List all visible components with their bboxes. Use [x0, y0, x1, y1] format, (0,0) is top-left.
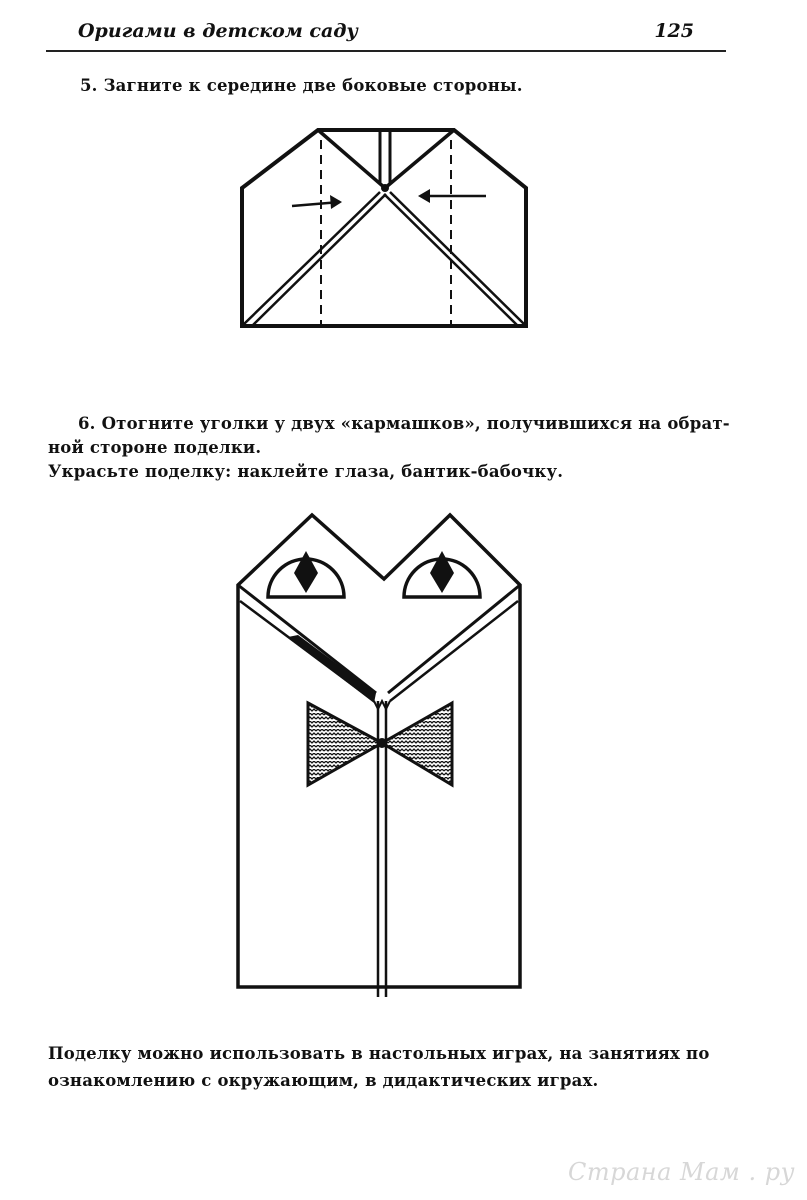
- book-title: Оригами в детском саду: [78, 20, 358, 42]
- eye-left-icon: [268, 551, 344, 597]
- eye-right-icon: [404, 551, 480, 597]
- page-number: 125: [654, 20, 694, 42]
- step-5-center-strip: [380, 130, 390, 184]
- step-6-text-line-3: Украсьте поделку: наклейте глаза, бантик-бабочку.: [48, 462, 564, 481]
- arrow-right-icon: [330, 195, 342, 209]
- step-5-diagonal-left: [244, 192, 386, 326]
- step-6-text-line-1: 6. Отогните уголки у двух «кармашков», получившихся на обрат-: [78, 414, 730, 433]
- step-6-body-right-edge: [388, 585, 520, 693]
- step-6-text-line-2: ной стороне поделки.: [48, 438, 262, 457]
- step-6-center-seam-top: [374, 701, 390, 709]
- step-5-fold-left: [318, 130, 385, 188]
- arrow-left-icon: [418, 189, 430, 203]
- step-6-body-left-edge: [238, 585, 376, 693]
- usage-note: [48, 1040, 738, 1094]
- watermark: Страна Мам . ру: [568, 1158, 795, 1186]
- step-6-diagram: [228, 505, 528, 1000]
- step-5-fold-right: [385, 130, 454, 188]
- step-6-collar-right: [390, 601, 518, 701]
- bowtie-icon: [308, 703, 452, 785]
- step-5-outline: [242, 130, 526, 326]
- usage-note-line-2: ознакомлению с окружающим, в дидактических играх.: [48, 1071, 599, 1090]
- step-5-diagram: [230, 122, 530, 334]
- step-6-collar-shadow: [288, 635, 376, 703]
- page-header: [46, 14, 726, 52]
- step-5-diagonal-right: [384, 192, 524, 326]
- usage-note-line-1: Поделку можно использовать в настольных играх, на занятиях по: [48, 1044, 710, 1063]
- step-5-center-point: [381, 184, 389, 192]
- step-5-text: 5. Загните к середине две боковые стороны.: [80, 76, 523, 95]
